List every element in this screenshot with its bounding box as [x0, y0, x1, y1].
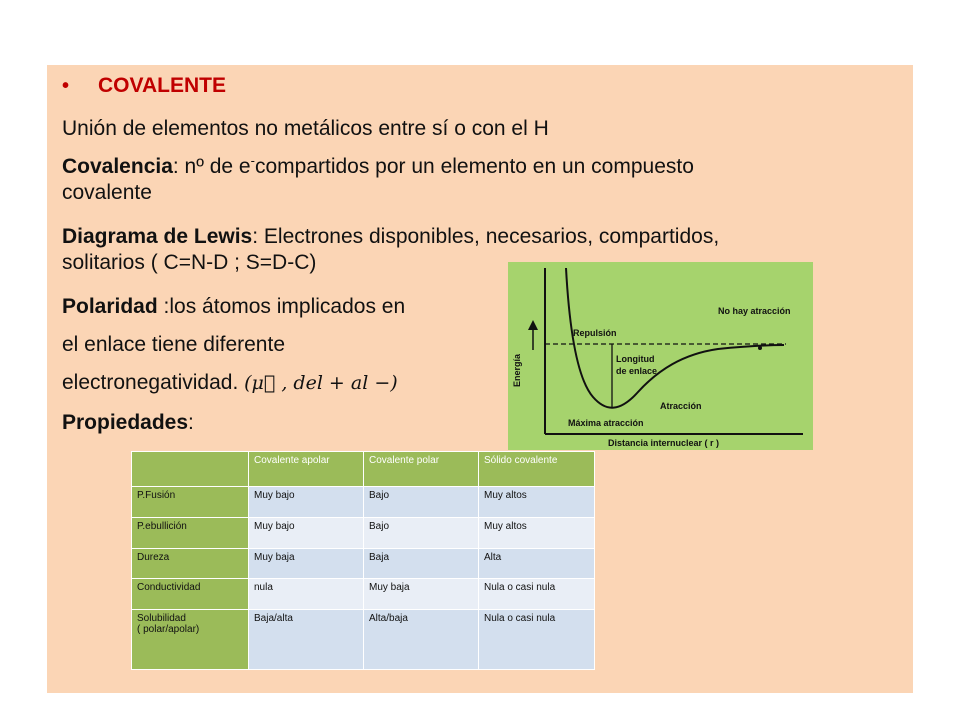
- table-cell: Bajo: [364, 517, 479, 548]
- table-cell: Muy altos: [479, 517, 595, 548]
- table-row: [132, 579, 595, 610]
- table-row: [132, 487, 595, 518]
- line-lewis-cont: solitarios ( C=N-D ; S=D-C): [62, 251, 317, 274]
- line-polaridad-b: el enlace tiene diferente: [62, 333, 285, 356]
- line-polaridad-c: [62, 370, 398, 396]
- properties-table-wrap: [131, 451, 594, 670]
- graph-label-de-enlace: de enlace: [616, 366, 658, 376]
- table-cell: Muy baja: [249, 548, 364, 579]
- line-union: Unión de elementos no metálicos entre sí o con el H: [62, 117, 549, 140]
- polaridad-c-text: electronegatividad.: [62, 371, 245, 394]
- lewis-label: Diagrama de Lewis: [62, 225, 253, 248]
- row-header-line: Solubilidad: [137, 613, 186, 624]
- row-header: Dureza: [132, 548, 249, 579]
- polaridad-text: :los átomos implicados en: [157, 295, 406, 318]
- properties-table: [131, 451, 595, 670]
- row-header: [132, 610, 249, 670]
- row-header-line: ( polar/apolar): [137, 624, 200, 635]
- polaridad-label: Polaridad: [62, 295, 158, 318]
- line-propiedades: [62, 410, 194, 435]
- table-cell: Baja/alta: [249, 610, 364, 670]
- energy-graph: [508, 262, 813, 450]
- energy-graph-svg: [508, 262, 813, 450]
- table-cell: Muy bajo: [249, 487, 364, 518]
- line-lewis: [62, 224, 719, 249]
- lewis-text: : Electrones disponibles, necesarios, compartidos,: [252, 225, 720, 248]
- table-header-cell: Covalente apolar: [249, 452, 364, 487]
- table-row: [132, 610, 595, 670]
- covalencia-text-a: : nº de e: [172, 155, 251, 178]
- covalencia-label: Covalencia: [62, 155, 173, 178]
- table-cell: Alta/baja: [364, 610, 479, 670]
- table-cell: Alta: [479, 548, 595, 579]
- line-covalencia-cont: covalente: [62, 181, 152, 204]
- propiedades-colon: :: [188, 411, 194, 434]
- row-header: Conductividad: [132, 579, 249, 610]
- table-cell: Nula o casi nula: [479, 579, 595, 610]
- graph-label-maxima: Máxima atracción: [568, 418, 644, 428]
- graph-label-energia: Energía: [512, 353, 522, 387]
- table-cell: nula: [249, 579, 364, 610]
- graph-label-atraccion: Atracción: [660, 401, 702, 411]
- table-cell: Nula o casi nula: [479, 610, 595, 670]
- line-covalencia: [62, 154, 694, 179]
- graph-label-distancia: Distancia internuclear ( r ): [608, 438, 720, 448]
- table-cell: Muy bajo: [249, 517, 364, 548]
- graph-label-no-attraction: No hay atracción: [718, 306, 791, 316]
- line-polaridad: [62, 294, 405, 319]
- table-row: [132, 517, 595, 548]
- bullet-marker: •: [62, 74, 70, 97]
- slide-title: COVALENTE: [98, 74, 226, 97]
- table-header-cell: Covalente polar: [364, 452, 479, 487]
- table-cell: Muy altos: [479, 487, 595, 518]
- covalencia-text-b: compartidos por un elemento en un compuesto: [254, 155, 694, 178]
- graph-background: [508, 262, 813, 450]
- table-cell: Bajo: [364, 487, 479, 518]
- curve-end-point: [758, 346, 762, 350]
- table-header-row: [132, 452, 595, 487]
- title-row: [62, 74, 226, 98]
- polaridad-math: (μ⃗ , del + al −): [244, 372, 398, 394]
- table-row: [132, 548, 595, 579]
- table-cell: Baja: [364, 548, 479, 579]
- graph-label-longitud: Longitud: [616, 354, 655, 364]
- graph-label-repulsion: Repulsión: [573, 328, 617, 338]
- covalencia-superscript: -: [250, 153, 255, 168]
- row-header: P.ebullición: [132, 517, 249, 548]
- table-header-cell: Sólido covalente: [479, 452, 595, 487]
- propiedades-label: Propiedades: [62, 411, 189, 434]
- table-header-cell: [132, 452, 249, 487]
- table-cell: Muy baja: [364, 579, 479, 610]
- row-header: P.Fusión: [132, 487, 249, 518]
